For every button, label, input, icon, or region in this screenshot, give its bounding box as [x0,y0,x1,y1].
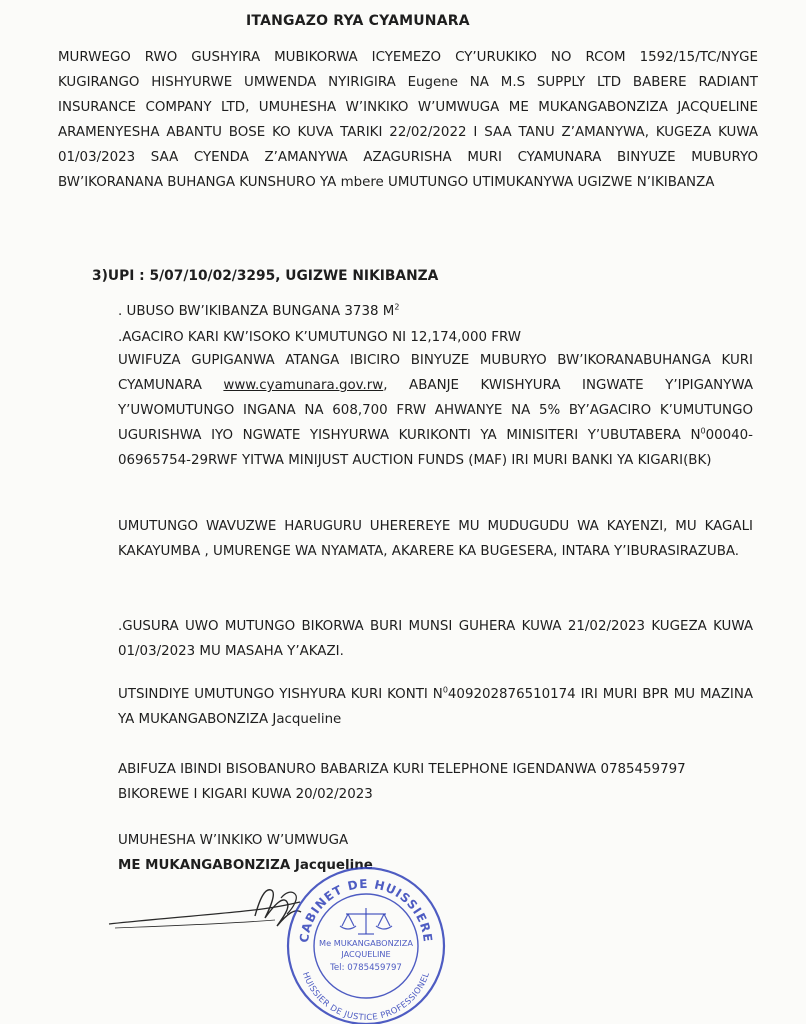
contact-line: ABIFUZA IBINDI BISOBANURO BABARIZA KURI TELEPHONE IGENDANWA 0785459797 [118,762,686,777]
winner-paragraph [118,682,753,732]
area-superscript: 2 [394,302,400,312]
bid-text-2: , ABANJE KWISHYURA INGWATE Y’IPIGANYWA Y’UWOMUTUNGO INGANA NA 608,700 FRW AHWANYE NA 5% BY’AGACIRO K’UMUTUNGO UGURISHWA IYO NGWATE YISHYURWA KURIKONTI YA MINISITERI Y’UBUTABERA N [118,378,753,443]
stamp-line-2: JACQUELINE [341,949,391,959]
scales-of-justice-icon [340,908,392,934]
auction-website-link[interactable]: www.cyamunara.gov.rw [223,378,384,393]
signatory-role: UMUHESHA W’INKIKO W’UMWUGA [118,833,349,848]
official-stamp [282,862,450,1024]
intro-paragraph: MURWEGO RWO GUSHYIRA MUBIKORWA ICYEMEZO CY’URUKIKO NO RCOM 1592/15/TC/NYGE KUGIRANGO HISHYURWE UMWENDA NYIRIGIRA Eugene NA M.S SUPPLY LTD BABERE RADIANT INSURANCE COMPANY LTD, UMUHESHA W’INKIKO W’UMWUGA ME MUKANGABONZIZA JACQUELINE ARAMENYESHA ABANTU BOSE KO KUVA TARIKI 22/02/2022 I SAA TANU Z’AMANYWA, KUGEZA KUWA 01/03/2023 SAA CYENDA Z’AMANYWA AZAGURISHA MURI CYAMUNARA BINYUZE MUBURYO BW’IKORANANA BUHANGA KUNSHURO YA mbere UMUTUNGO UTIMUKANYWA UGIZWE N’IKIBANZA [58,50,758,190]
signatory-name: ME MUKANGABONZIZA Jacqueline [118,858,373,873]
stamp-line-1: Me MUKANGABONZIZA [319,938,413,948]
bid-text-3: 00040-06965754-29RWF YITWA MINIJUST AUCTION FUNDS (MAF) IRI MURI BANKI YA KIGARI(BK) [118,428,753,468]
bid-superscript: 0 [700,426,706,436]
winner-text-2: 409202876510174 IRI MURI BPR MU MAZINA YA MUKANGABONZIZA Jacqueline [118,687,753,727]
bid-paragraph [118,348,753,473]
value-line: .AGACIRO KARI KW’ISOKO K’UMUTUNGO NI 12,174,000 FRW [118,330,521,345]
area-text: . UBUSO BW’IKIBANZA BUNGANA 3738 M [118,304,395,319]
upi-heading: 3)UPI : 5/07/10/02/3295, UGIZWE NIKIBANZA [92,268,439,284]
date-line: BIKOREWE I KIGARI KUWA 20/02/2023 [118,787,373,802]
stamp-line-3: Tel: 0785459797 [330,963,402,973]
stamp-bottom-arc: HUISSIER DE JUSTICE PROFESSIONEL [300,970,432,1023]
document-title: ITANGAZO RYA CYAMUNARA [246,13,470,29]
stamp-top-arc: CABINET DE HUISSIERE [296,876,436,944]
bid-text-1: UWIFUZA GUPIGANWA ATANGA IBICIRO BINYUZE MUBURYO BW’IKORANABUHANGA KURI CYAMUNARA [118,353,753,393]
winner-text-1: UTSINDIYE UMUTUNGO YISHYURA KURI KONTI N [118,687,443,702]
winner-superscript: 0 [442,685,448,695]
location-paragraph: UMUTUNGO WAVUZWE HARUGURU UHEREREYE MU MUDUGUDU WA KAYENZI, MU KAGALI KAKAYUMBA , UMURENGE WA NYAMATA, AKARERE KA BUGESERA, INTARA Y’IBURASIRAZUBA. [118,519,753,559]
visit-paragraph: .GUSURA UWO MUTUNGO BIKORWA BURI MUNSI GUHERA KUWA 21/02/2023 KUGEZA KUWA 01/03/2023 MU MASAHA Y’AKAZI. [118,619,753,659]
area-line [118,304,399,319]
